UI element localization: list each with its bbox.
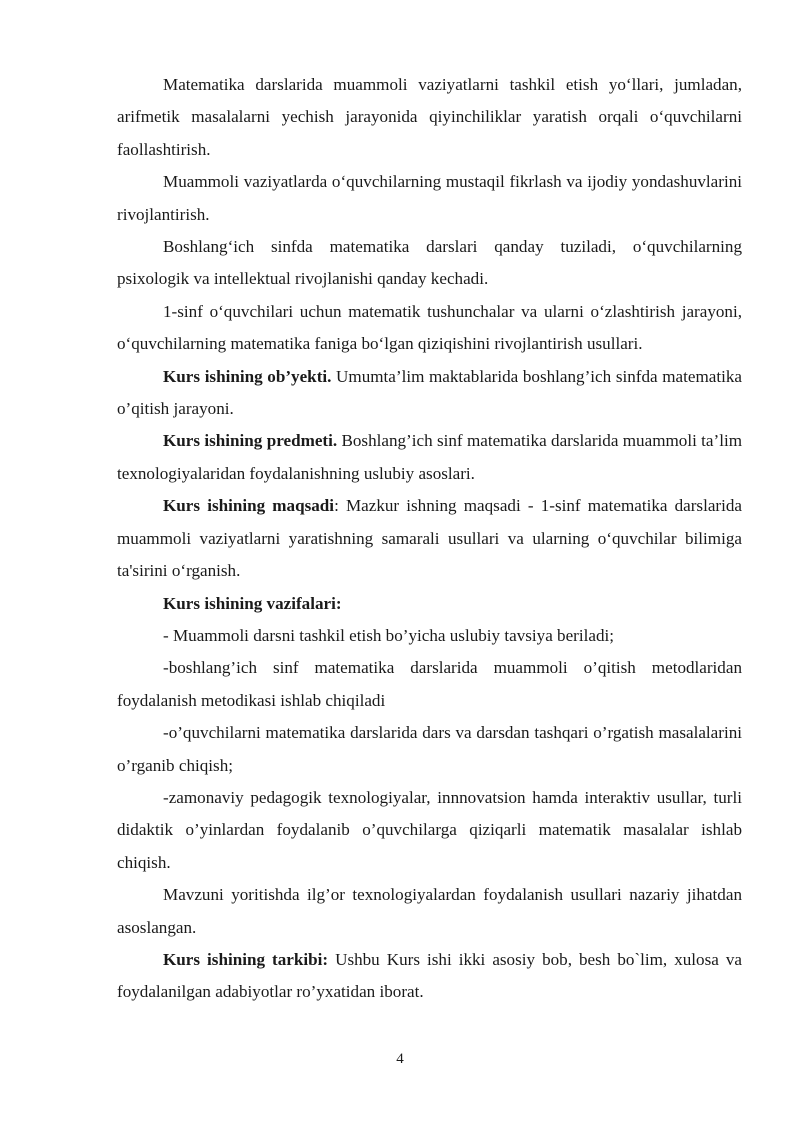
paragraph-problem-situations	[117, 69, 742, 166]
paragraph-structure	[117, 944, 742, 1009]
paragraph-text: Ushbu Kurs ishi ikki asosiy bob, besh bo`lim, xulosa va foydalanilgan adabiyotlar ro’yxatidan iborat.	[117, 949, 742, 1002]
section-heading-subject: Kurs ishining predmeti.	[163, 431, 338, 451]
paragraph-subject	[117, 425, 742, 490]
page-number: 4	[396, 1051, 404, 1067]
paragraph-text: Umumta’lim maktablarida boshlang’ich sinfda matematika o’qitish jarayoni.	[117, 366, 742, 419]
paragraph-primary-lessons	[117, 231, 742, 296]
paragraph-independent-thinking	[117, 166, 742, 231]
paragraph-text: Matematika darslarida muammoli vaziyatlarni tashkil etish yo‘llari, jumladan, arifmetik masalalarni yechish jarayonida qiyinchiliklar yaratish orqali o‘quvchilarni faollashtirish.	[117, 75, 742, 159]
paragraph-goal	[117, 490, 742, 587]
paragraph-text: -boshlang’ich sinf matematika darslarida muammoli o’qitish metodlaridan foydalanish metodikasi ishlab chiqiladi	[117, 658, 742, 710]
paragraph-technologies	[117, 879, 742, 944]
task-item	[117, 717, 742, 782]
section-heading-object: Kurs ishining ob’yekti.	[163, 366, 332, 386]
section-heading-goal: Kurs ishining maqsadi	[163, 496, 335, 516]
paragraph-text: 1-sinf o‘quvchilari uchun matematik tushunchalar va ularni o‘zlashtirish jarayoni, o‘quvchilarning matematika faniga bo‘lgan qiziqishini rivojlantirish usullari.	[117, 301, 742, 354]
section-heading-tasks: Kurs ishining vazifalari:	[163, 593, 342, 613]
paragraph-text: - Muammoli darsni tashkil etish bo’yicha uslubiy tavsiya beriladi;	[163, 625, 615, 645]
task-item	[117, 620, 742, 652]
paragraph-text: Muammoli vaziyatlarda o‘quvchilarning mustaqil fikrlash va ijodiy yondashuvlarini rivojlantirish.	[117, 172, 742, 224]
paragraph-text: -zamonaviy pedagogik texnologiyalar, innnovatsion hamda interaktiv usullar, turli didaktik o’yinlardan foydalanib o’quvchilarga qiziqarli matematik masalalar ishlab chiqish.	[117, 787, 742, 872]
paragraph-text: Boshlang‘ich sinfda matematika darslari qanday tuziladi, o‘quvchilarning psixologik va intellektual rivojlanishi qanday kechadi.	[117, 237, 742, 289]
document-body	[117, 69, 742, 1009]
paragraph-text: : Mazkur ishning maqsadi - 1-sinf matematika darslarida muammoli vaziyatlarni yaratishning samarali usullari va ularning o‘quvchilar bilimiga ta'sirini o‘rganish.	[117, 496, 742, 581]
paragraph-text: -o’quvchilarni matematika darslarida dars va darsdan tashqari o’rgatish masalalarini o’rganib chiqish;	[117, 723, 742, 775]
paragraph-tasks-heading	[117, 588, 742, 620]
paragraph-text: Mavzuni yoritishda ilg’or texnologiyalardan foydalanish usullari nazariy jihatdan asoslangan.	[117, 885, 742, 937]
paragraph-text: Boshlang’ich sinf matematika darslarida muammoli ta’lim texnologiyalaridan foydalanishning uslubiy asoslari.	[117, 431, 742, 483]
task-item	[117, 652, 742, 717]
paragraph-first-grade	[117, 296, 742, 361]
paragraph-object	[117, 361, 742, 426]
section-heading-structure: Kurs ishining tarkibi:	[163, 949, 329, 969]
task-item	[117, 782, 742, 879]
